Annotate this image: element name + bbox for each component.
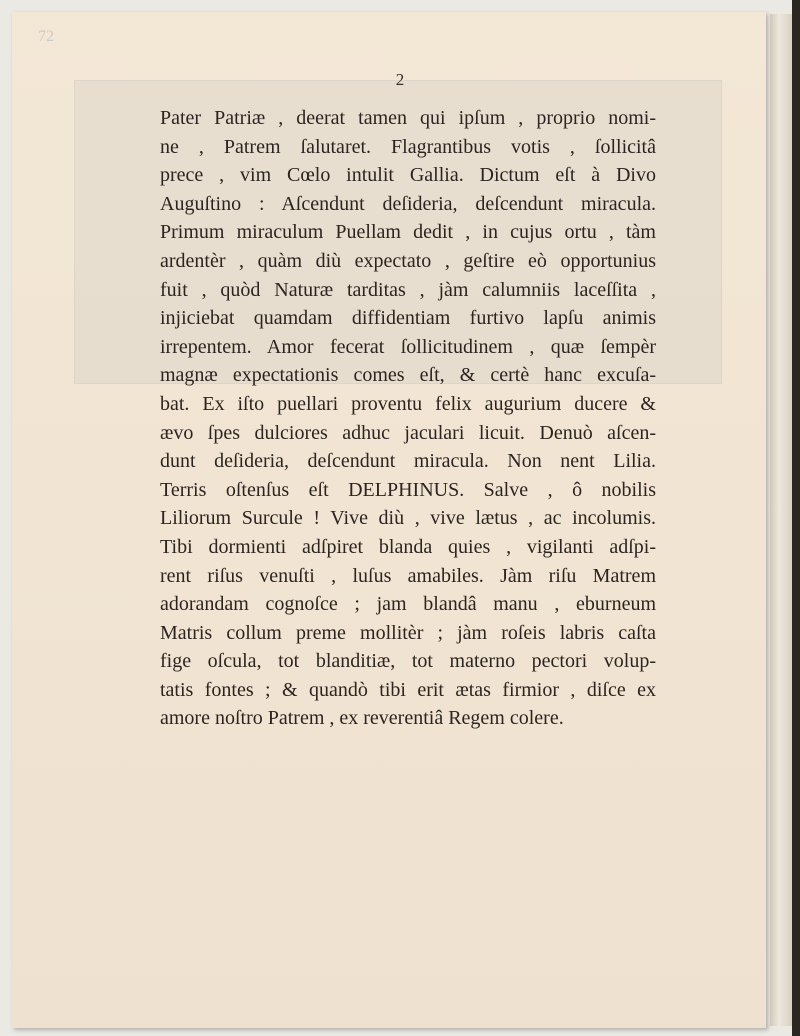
text-line: ævo ſpes dulciores adhuc jaculari licuit. Denuò aſcen-: [160, 421, 656, 444]
text-line: Tibi dormienti adſpiret blanda quies , vigilanti adſpi-: [160, 535, 656, 558]
text-line: magnæ expectationis comes eſt, & certè hanc excuſa-: [160, 364, 656, 387]
text-line: fuit , quòd Naturæ tarditas , jàm calumniis laceſſita ,: [160, 278, 656, 301]
text-line: fige oſcula, tot blanditiæ, tot materno pectori volup-: [160, 650, 656, 673]
text-line: rent riſus venuſti , luſus amabiles. Jàm riſu Matrem: [160, 564, 656, 587]
text-line: Primum miraculum Puellam dedit , in cujus ortu , tàm: [160, 221, 656, 244]
text-line: irrepentem. Amor fecerat ſollicitudinem , quæ ſempèr: [160, 335, 656, 358]
text-line: Pater Patriæ , deerat tamen qui ipſum , proprio nomi-: [160, 107, 656, 129]
scan-border: [792, 0, 800, 1036]
text-line: ardentèr , quàm diù expectato , geſtire eò opportunius: [160, 249, 656, 272]
text-line: prece , vim Cœlo intulit Gallia. Dictum eſt à Divo: [160, 164, 656, 187]
text-line: dunt deſideria, deſcendunt miracula. Non nent Lilia.: [160, 450, 656, 473]
text-line: injiciebat quamdam diffidentiam furtivo lapſu animis: [160, 307, 656, 330]
text-line: bat. Ex iſto puellari proventu felix augurium ducere &: [160, 392, 656, 415]
page-stack-edge: [770, 14, 792, 1026]
text-line: amore noſtro Patrem , ex reverentiâ Regem colere.: [160, 707, 564, 730]
text-line: ne , Patrem ſalutaret. Flagrantibus votis , ſollicitâ: [160, 135, 656, 158]
body-text: [160, 104, 656, 733]
text-line: Matris collum preme mollitèr ; jàm roſeis labris caſta: [160, 621, 656, 644]
text-line: Auguſtino : Aſcendunt deſideria, deſcendunt miracula.: [160, 192, 656, 215]
corner-pencil-mark: 72: [38, 28, 54, 45]
text-line: Terris oſtenſus eſt DELPHINUS. Salve , ô nobilis: [160, 478, 656, 501]
text-line: adorandam cognoſce ; jam blandâ manu , eburneum: [160, 593, 656, 616]
text-line: Liliorum Surcule ! Vive diù , vive lætus , ac incolumis.: [160, 507, 656, 530]
page-number: 2: [395, 70, 405, 89]
text-line: tatis fontes ; & quandò tibi erit ætas firmior , diſce ex: [160, 678, 656, 701]
